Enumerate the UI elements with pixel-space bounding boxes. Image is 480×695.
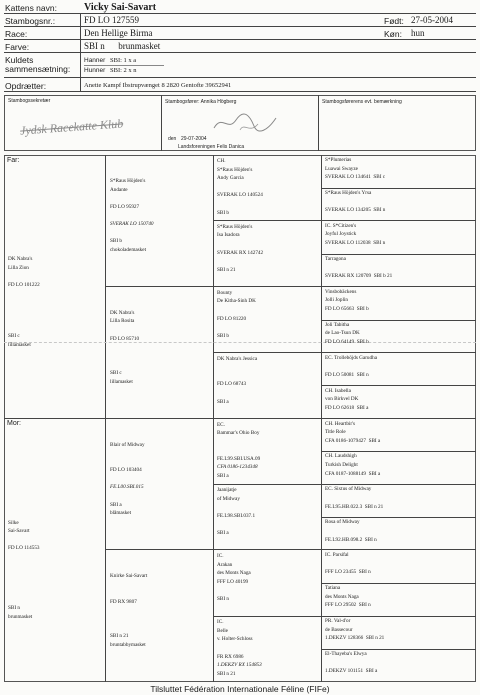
litter-females-label: Hunner [84,67,106,74]
cat-line: SVERAK LO 134641 SBI c [325,174,386,181]
cat-line [217,363,257,372]
cat-line [217,438,260,447]
gen3-cat-2 [217,223,263,275]
cat-line: EC. Sixtus of Midway [325,486,372,493]
cat-line: FD LO 65663 SBI b [325,305,369,312]
cat-line [8,587,40,596]
cat-line: FR RX 6986 [217,653,244,660]
cat-line: FFF LO 29502 SBI n [325,602,371,609]
cat-line: IC. Parsifal [325,552,349,559]
gen4-cat-5 [325,288,369,314]
cat-line [217,504,255,513]
cat-line: FD LO 103404 [110,467,142,474]
cat-line: FD LO 64149 SBI b [325,338,369,345]
litter-label: Kuldets sammensætning: [5,55,71,74]
cat-line: Knirke Sai-Savart [110,573,148,580]
gen4-cat-10 [325,452,380,478]
cat-line: IC. S*Citizen's [325,222,357,229]
cat-line: Lilla Rosita [110,318,135,325]
cat-line [110,492,145,501]
cat-line: SVERAK LO 150740 [110,220,154,227]
cat-line [325,263,392,272]
cat-line: SBI a [217,530,229,537]
cat-line: Jaanijatje [217,487,237,494]
born-label: Født: [384,16,404,26]
association-name: Landsforeningen Felis Danica [178,144,245,150]
cat-line [8,307,40,316]
cat-line: SVERAK LO 140524 [217,192,263,199]
cat-line [8,289,40,298]
cat-line [110,326,139,335]
cat-line: SBI n 21 [217,266,236,273]
cat-line [325,362,377,371]
cat-line: Vinsbobäckens [325,288,357,295]
color-value: SBI n brunmasket [84,41,161,51]
cat-line [8,596,40,605]
gen3-cat-3 [217,289,256,341]
cat-name-label: Kattens navn: [5,3,57,13]
cat-line: Joyful Joystick [325,231,357,238]
cat-line [325,560,371,569]
cat-line: IC. [217,619,224,626]
cat-line: SBI a [217,398,229,405]
cat-line [8,298,40,307]
cat-line [110,475,145,484]
sex-label: Køn: [384,29,402,39]
cat-line [110,360,139,369]
cat-line [217,306,256,315]
cat-line: Isa Isadora [217,232,240,239]
date-prefix: den [168,136,177,142]
dam-label: Mor: [7,420,21,427]
cat-line: lillamasket [8,341,31,348]
cat-line [110,581,147,590]
cat-line: 1.DEKZV 101151 SBI a [325,668,378,675]
signature [210,110,280,136]
gen3-cat-1 [217,157,263,217]
cat-line: de Bassecour [325,626,353,633]
gen2-cat-3 [110,441,145,518]
cat-line [110,352,139,361]
cat-line: CFA 0186-1079427 SBI a [325,437,381,444]
gen3-cat-8 [217,618,262,678]
gen4-cat-9 [325,420,380,446]
gen2-cat-2 [110,309,139,386]
cat-line: De Kitha-Sinh DK [217,298,256,305]
registrar-remark-label: Stambogsførerens evt. bemærkning [322,99,402,105]
cat-line: 1.DEKZV RX 154853 [217,662,262,669]
cat-line: v. Holter-Schloss [217,636,253,643]
cat-line: S*Raus Höjden's [110,178,146,184]
cat-line: DK Nabra's [110,309,135,316]
cat-line: El-Thayeba's Elwya [325,651,367,658]
breeder-label: Opdrætter: [5,81,47,91]
cat-line: Turkish Delight [325,462,358,469]
cat-line: CH. Laudshigh [325,453,357,460]
registration-date: 29-07-2004 [181,136,207,142]
gen4-cat-7 [325,354,377,380]
cat-line [110,343,139,352]
cat-line: SBI n [217,596,229,603]
cat-line: SBI a [217,473,229,480]
cat-line: Sai-Savart [8,528,30,535]
cat-line [217,200,263,209]
cat-line: FD RX 9807 [110,599,137,606]
cat-line [217,587,251,596]
color-label: Farve: [5,42,30,52]
sex-value: hun [411,28,425,38]
cat-line: CH. [217,158,226,164]
cat-line [110,589,147,598]
cat-line: PR. Val-d'or [325,618,351,625]
cat-line [8,579,40,588]
cat-line [110,607,147,616]
cat-line [325,494,383,503]
litter-males-value: SBI: 1 x a [110,57,137,64]
cat-line: DK Nabra's [8,256,33,262]
gen3-cat-7 [217,552,251,604]
cat-name-value: Vicky Sai-Savart [84,2,157,13]
cat-line: FD LO 50081 SBI n [325,371,369,378]
cat-line: 1.DEKZV 128366 SBI n 21 [325,635,385,642]
race-label: Race: [5,29,28,39]
cat-line: SVERAK LO 134205 SBI n [325,207,386,214]
cat-line [110,211,154,220]
club-stamp: Jydsk Racekatte Klub [19,116,124,138]
cat-line: SBI n 21 [110,633,129,640]
cat-line: S*Raus Höjden's [217,166,253,173]
cat-line: FD LO 101222 [8,281,40,288]
litter-females-value: SBI: 2 x n [110,67,137,74]
gen3-cat-5 [217,421,260,481]
secretary-label: Stambogssekretær [8,98,51,104]
cat-line: CH. Isabella [325,387,351,394]
cat-line [217,257,263,266]
gen1-cat-1 [8,255,40,350]
registration-label: Stambogsnr.: [5,16,56,26]
cat-line: von Birkvel DK [325,396,359,403]
cat-line: Andy Garcia [217,175,244,182]
cat-line: blåmasket [110,510,132,517]
gen4-cat-2 [325,189,385,215]
cat-line: chokolademasket [110,246,147,253]
gen2-cat-4 [110,572,147,649]
cat-line [110,229,154,238]
cat-line: lillamasket [110,378,133,385]
cat-line: FE.L00.SBI.015 [110,484,144,491]
gen1-cat-2 [8,519,40,622]
cat-line: SBI c [8,333,20,340]
cat-line [110,458,145,467]
cat-line [217,644,262,653]
cat-line: S*Raus Höjden's Yrsa [325,189,372,196]
cat-line: EC. Trolleböjds Garudha [325,354,378,361]
cat-line: Bounty [217,289,233,296]
cat-line [110,624,147,633]
cat-line: SBI b [217,332,229,339]
born-value: 27-05-2004 [411,15,453,25]
cat-line: SVERAK LO 112038 SBI n [325,240,386,247]
cat-line: CFA 0186-1234348 [217,464,258,471]
cat-line: SBI a [110,501,122,508]
cat-line [217,372,257,381]
cat-line: Jolli Joplin [325,297,348,304]
cat-line [217,323,256,332]
cat-line [8,553,40,562]
cat-line: SBI n 21 [217,670,236,677]
gen4-cat-8 [325,387,368,413]
cat-line [110,449,145,458]
gen4-cat-3 [325,222,385,248]
cat-line: SBI b [110,238,122,245]
cat-line: Arakan [217,561,233,568]
cat-line: DK Nabra's Jessica [217,355,258,362]
cat-line: Andante [110,186,128,193]
cat-line: SVERAK RX 120709 SBI b 21 [325,273,393,279]
cat-line: Joli Tabitha [325,321,350,328]
cat-line: CH. Heartbir's [325,420,356,427]
cat-line [110,615,147,624]
cat-line [325,659,377,668]
cat-line: SVERAK RX 142742 [217,249,264,256]
litter-males-label: Hanner [84,57,106,64]
gen4-cat-12 [325,518,377,544]
cat-line: FD LO 62618 SBI a [325,404,369,411]
gen4-cat-15 [325,617,384,643]
sire-label: Far: [7,157,20,164]
registration-value: FD LO 127559 [84,15,140,25]
cat-line: Bammar's Ohio Boy [217,430,260,437]
gen4-cat-16 [325,650,377,676]
race-value: Den Hellige Birma [84,28,153,38]
registrar-label: Stambogsfører: Annika Högberg [165,99,237,105]
cat-line: FFF LO 23455 SBI n [325,569,371,576]
gen4-cat-4 [325,255,392,281]
cat-line: CFA 0187-1088149 SBI a [325,470,381,477]
cat-line: Rosa of Midway [325,519,360,526]
cat-line [217,389,257,398]
cat-line: FD LO 95927 [110,203,140,210]
cat-line [8,570,40,579]
gen3-cat-4 [217,355,257,407]
cat-line: SBI c [110,369,122,376]
gen4-cat-11 [325,485,383,511]
cat-line [8,324,40,333]
cat-line: Belle [217,627,228,634]
gen4-cat-14 [325,584,371,610]
cat-line: S*Plumerias [325,157,352,163]
cat-line: des Monts Naga [217,570,251,577]
cat-line: EC. [217,421,225,428]
cat-line [110,194,154,203]
gen3-cat-6 [217,486,255,538]
cat-line [8,315,40,324]
cat-line: Tarragona [325,255,346,262]
cat-line: FE.L99.SBI.USA.09 [217,455,261,462]
cat-line [217,240,263,249]
cat-line: Silke [8,519,19,526]
cat-line: FFF LO 40199 [217,579,249,586]
gen4-cat-1 [325,156,385,182]
cat-line: SBI b [217,209,229,216]
breeder-value: Anette Kampf Ibstrupvænget 8 2820 Gentofte 39652941 [84,82,232,89]
cat-line: IC. [217,553,224,560]
cat-line [8,272,40,281]
cat-line: FE.L95.HB.022.3 SBI n 21 [325,503,384,510]
cat-line: SBI n [8,605,20,612]
cat-line: brunmasket [8,614,33,621]
gen4-cat-13 [325,551,371,577]
cat-line: FE.L92.HB.098.2 SBI n [325,536,377,543]
cat-line: bruntabbymasket [110,642,146,648]
cat-line: FD LO 81220 [217,315,247,322]
cat-line: FE.L98.SBI.037.1 [217,513,256,520]
cat-line [217,521,255,530]
cat-line: de Lao-Tsun DK [325,330,360,337]
cat-line [325,527,377,536]
cat-line: Tatiana [325,585,341,592]
cat-line: S*Raus Höjden's [217,223,253,230]
cat-line: FD LO 85710 [110,335,140,342]
cat-line [325,198,385,207]
cat-line [8,536,40,545]
cat-line: Luawai Swayze [325,165,358,172]
cat-line [217,446,260,455]
cat-line: FD LO 68743 [217,381,247,388]
cat-line [217,183,263,192]
cat-line: Title Role [325,429,346,436]
cat-line [8,561,40,570]
gen2-cat-1 [110,177,154,254]
gen4-cat-6 [325,321,369,347]
cat-line: FD LO 114553 [8,545,40,552]
footer-text: Tilsluttet Fédération Internationale Féline (FIFe) [150,684,330,694]
cat-line: des Monts Naga [325,593,359,600]
cat-line: Blair of Midway [110,441,145,448]
cat-line: Lilla Zion [8,264,29,271]
cat-line: of Midway [217,495,240,502]
